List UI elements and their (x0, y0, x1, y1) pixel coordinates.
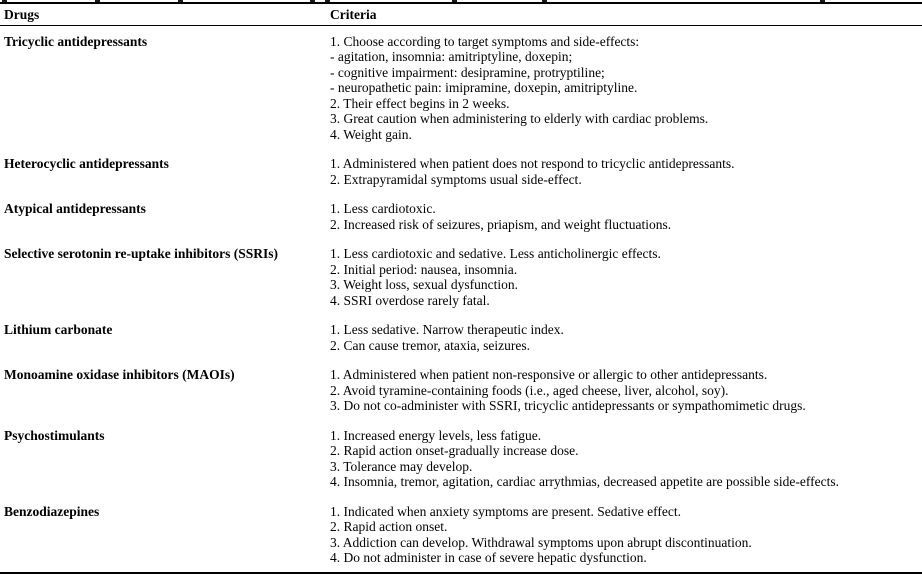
table-row (0, 367, 922, 428)
drug-name: Tricyclic antidepressants (4, 33, 148, 49)
drug-criteria-table (0, 4, 922, 572)
table-row (0, 201, 922, 246)
drug-name: Lithium carbonate (4, 322, 113, 337)
criteria-line: 2. Rapid action onset-gradually increase dose. (330, 443, 579, 458)
criteria-line: 3. Weight loss, sexual dysfunction. (330, 277, 519, 292)
criteria-line: 3. Great caution when administering to elderly with cardiac problems. (330, 111, 709, 126)
criteria-cell (330, 367, 922, 428)
table-row (0, 504, 922, 572)
criteria-line: 1. Indicated when anxiety symptoms are present. Sedative effect. (330, 503, 682, 519)
table-header (0, 4, 922, 25)
criteria-line: 4. Do not administer in case of severe hepatic dysfunction. (330, 550, 647, 565)
table-row (0, 322, 922, 367)
criteria-line: 1. Less cardiotoxic and sedative. Less anticholinergic effects. (330, 246, 661, 261)
criteria-line: 3. Addiction can develop. Withdrawal symptoms upon abrupt discontinuation. (330, 534, 752, 550)
criteria-line: 2. Extrapyramidal symptoms usual side-effect. (330, 171, 582, 187)
drug-name: Selective serotonin re-uptake inhibitors (SSRIs) (4, 246, 279, 261)
criteria-line: 2. Increased risk of seizures, priapism, and weight fluctuations. (330, 216, 672, 232)
drug-criteria-table-sheet (0, 2, 922, 574)
criteria-line: 1. Administered when patient non-responsive or allergic to other antidepressants. (330, 367, 768, 382)
criteria-line: 4. SSRI overdose rarely fatal. (330, 292, 490, 308)
criteria-line: 2. Rapid action onset. (330, 519, 448, 534)
criteria-line: 1. Increased energy levels, less fatigue. (330, 427, 542, 443)
criteria-line: - agitation, insomnia: amitriptyline, doxepin; (330, 49, 573, 64)
column-header-drugs: Drugs (0, 4, 330, 25)
drug-name: Atypical antidepressants (4, 201, 146, 216)
drug-name: Heterocyclic antidepressants (4, 156, 169, 171)
criteria-cell (330, 25, 922, 156)
criteria-line: 1. Less sedative. Narrow therapeutic index. (330, 322, 564, 337)
table-row (0, 156, 922, 201)
criteria-line: 2. Their effect begins in 2 weeks. (330, 95, 510, 111)
table-body (0, 25, 922, 572)
criteria-line: 3. Tolerance may develop. (330, 458, 473, 474)
criteria-cell (330, 201, 922, 246)
criteria-line: 3. Do not co-administer with SSRI, tricyclic antidepressants or sympathomimetic drugs. (330, 398, 806, 413)
criteria-line: 1. Administered when patient does not respond to tricyclic antidepressants. (330, 156, 735, 171)
criteria-line: - neuropathetic pain: imipramine, doxepin, amitriptyline. (330, 80, 638, 95)
criteria-cell (330, 504, 922, 572)
criteria-cell (330, 428, 922, 504)
column-header-criteria: Criteria (330, 4, 922, 25)
drug-name: Monoamine oxidase inhibitors (MAOIs) (4, 367, 235, 382)
criteria-line: 2. Can cause tremor, ataxia, seizures. (330, 337, 531, 353)
table-row (0, 25, 922, 156)
criteria-line: 2. Initial period: nausea, insomnia. (330, 261, 518, 277)
criteria-cell (330, 322, 922, 367)
criteria-line: - cognitive impairment: desipramine, protryptiline; (330, 64, 605, 80)
drug-name: Benzodiazepines (4, 503, 100, 519)
criteria-line: 1. Choose according to target symptoms and side-effects: (330, 33, 640, 49)
criteria-cell (330, 246, 922, 322)
criteria-line: 4. Insomnia, tremor, agitation, cardiac arrythmias, decreased appetite are possible side-effects. (330, 474, 840, 489)
criteria-line: 4. Weight gain. (330, 126, 412, 142)
table-row (0, 246, 922, 322)
criteria-line: 1. Less cardiotoxic. (330, 201, 436, 216)
drug-name: Psychostimulants (4, 427, 105, 443)
table-row (0, 428, 922, 504)
criteria-cell (330, 156, 922, 201)
criteria-line: 2. Avoid tyramine-containing foods (i.e., aged cheese, liver, alcohol, soy). (330, 382, 729, 398)
